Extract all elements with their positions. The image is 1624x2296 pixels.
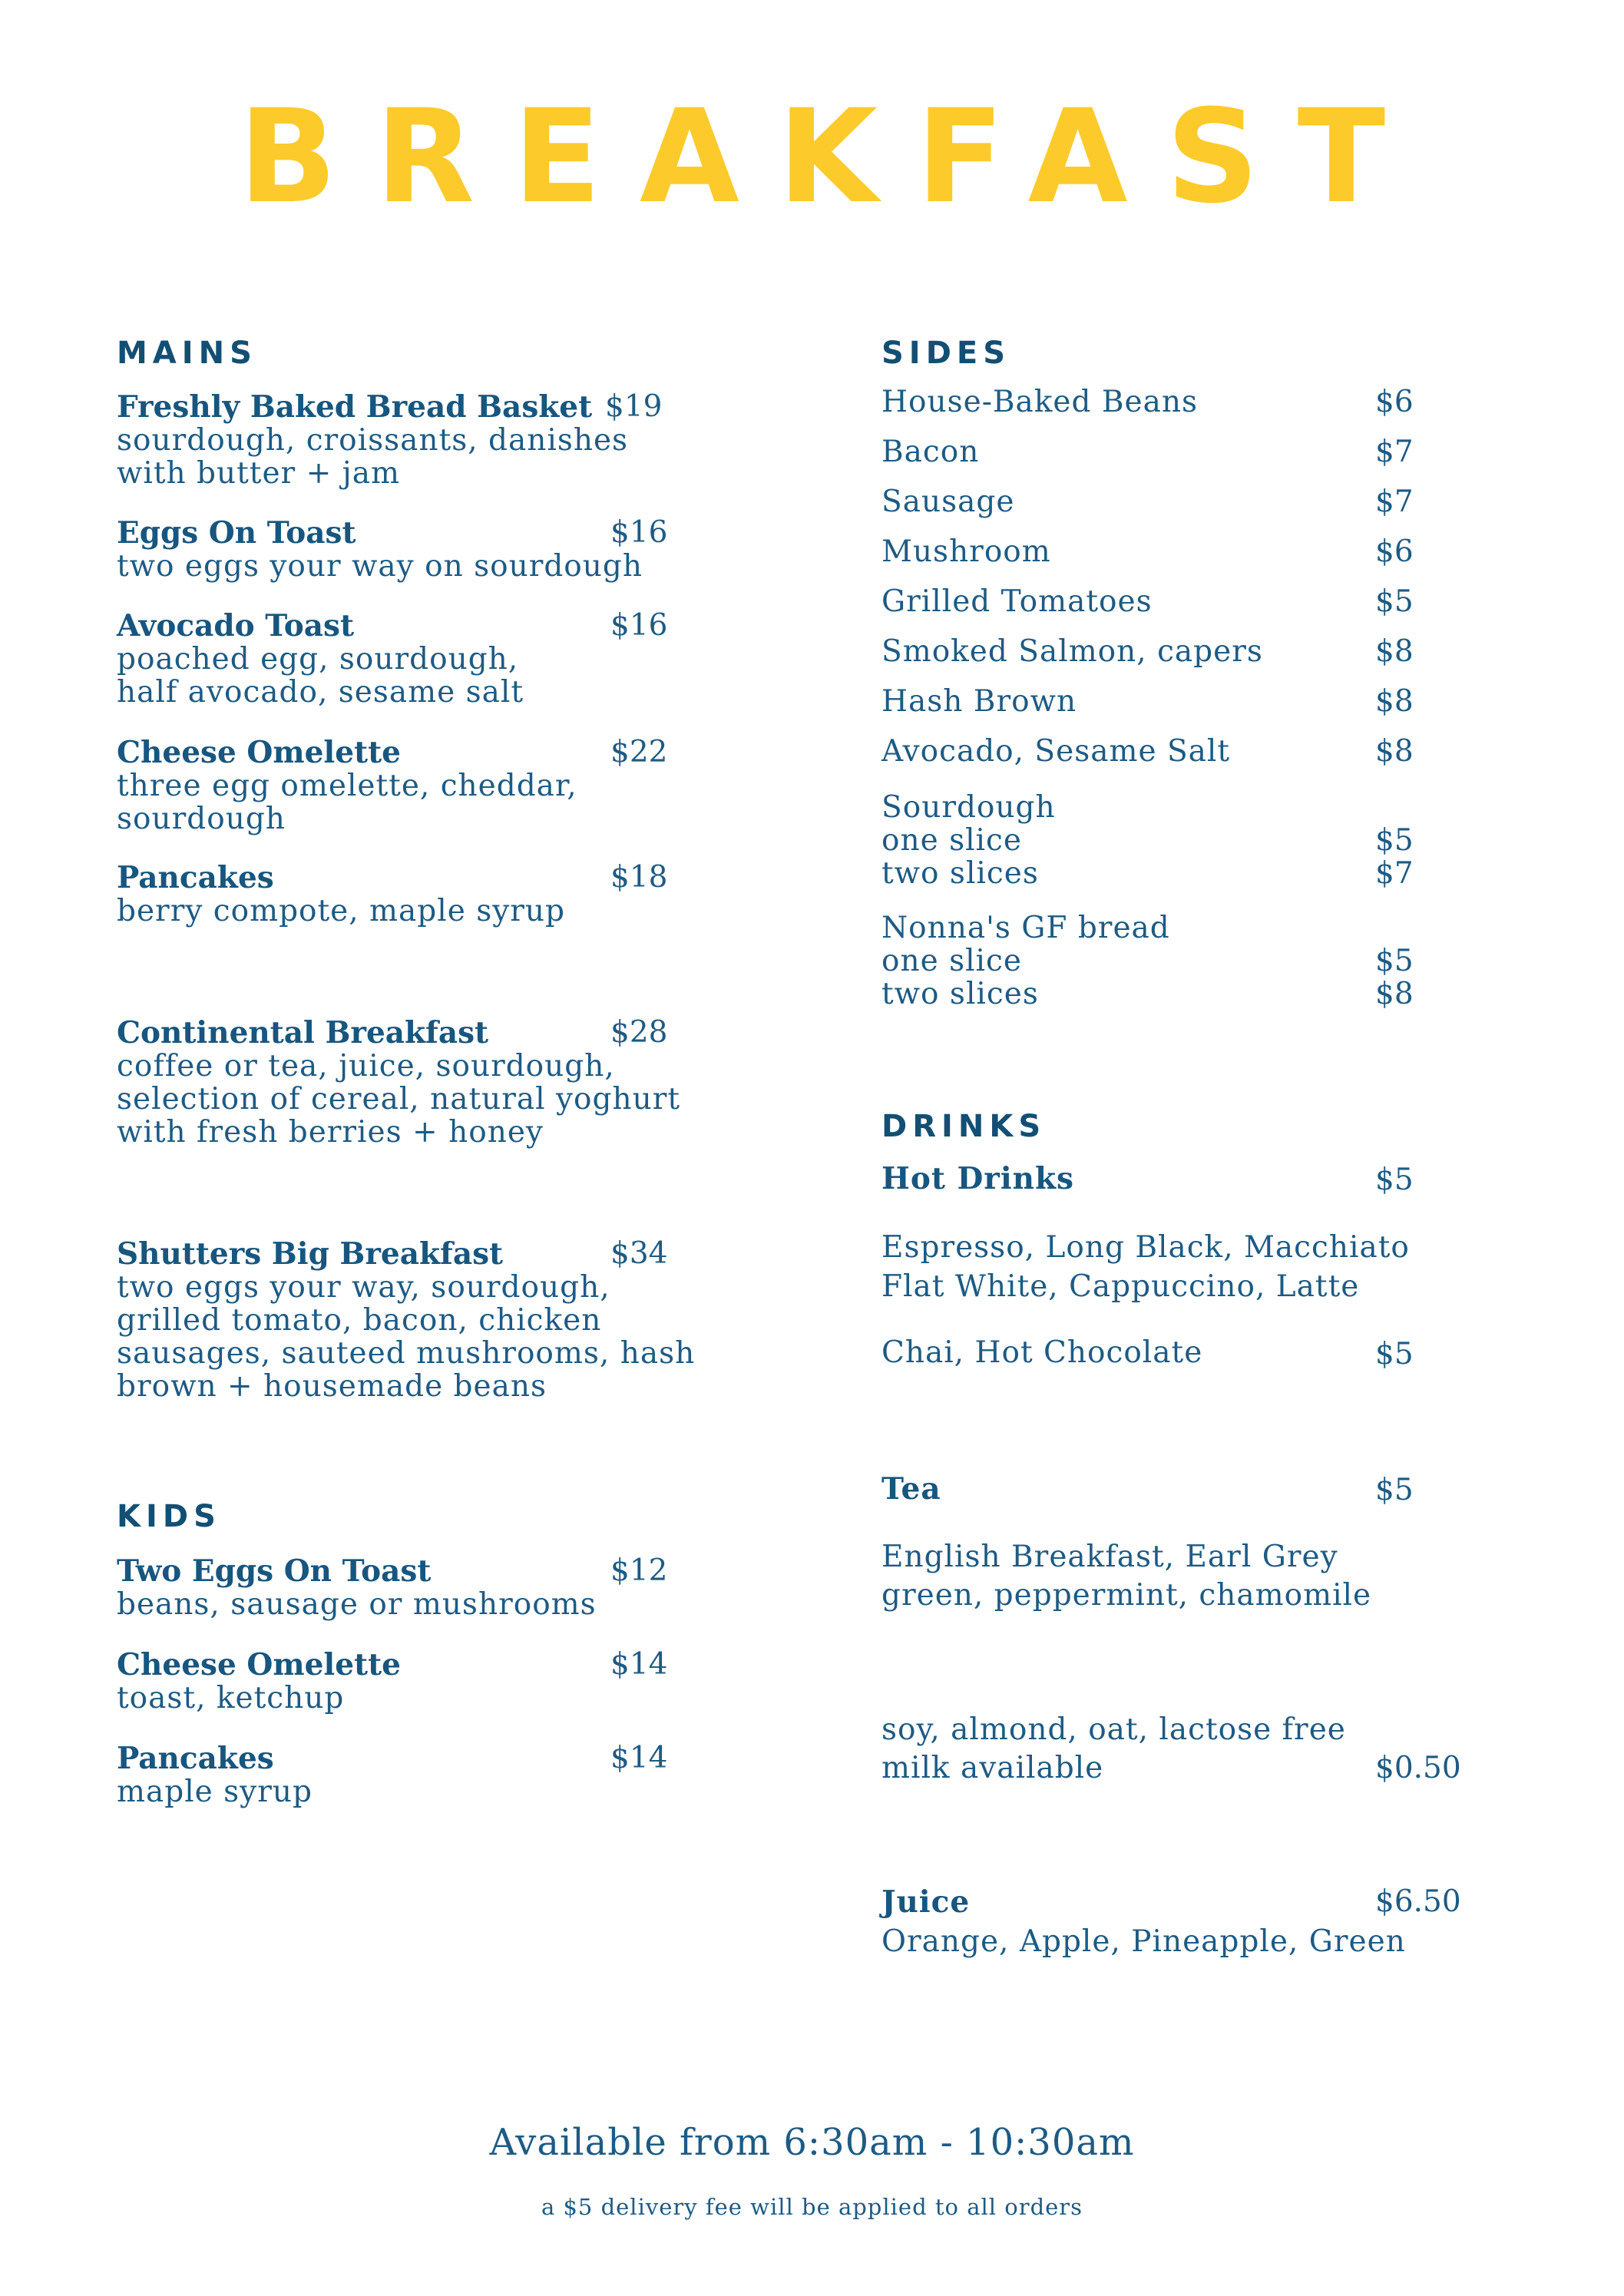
side-name: Mushroom [881,534,1051,569]
kids-heading: KIDS [117,1499,221,1534]
milk-price: $0.50 [1375,1751,1461,1785]
item-desc: coffee or tea, juice, sourdough, [117,1049,615,1083]
item-name: Two Eggs On Toast [117,1553,432,1589]
gf-bread-two-label: two slices [881,977,1039,1011]
sourdough-one-label: one slice [881,823,1022,858]
gf-bread-name: Nonna's GF bread [881,911,1170,945]
tea-list: green, peppermint, chamomile [881,1578,1372,1613]
side-price: $6 [1375,534,1414,569]
menu-item-continental [117,1016,680,1149]
item-desc: berry compote, maple syrup [117,894,565,928]
item-name: Cheese Omelette [117,1647,401,1682]
menu-item-avocado-toast [117,609,524,709]
sourdough-two-label: two slices [881,856,1039,891]
item-desc: beans, sausage or mushrooms [117,1587,597,1622]
juice-name: Juice [881,1884,971,1920]
item-price: $34 [610,1236,668,1271]
side-name: House-Baked Beans [881,385,1198,419]
sourdough-one-price: $5 [1375,823,1414,858]
hot-drinks-price: $5 [1375,1163,1414,1197]
item-price: $28 [610,1015,668,1050]
item-desc: three egg omelette, cheddar, [117,769,577,803]
tea-price: $5 [1375,1473,1414,1507]
sourdough-two-price: $7 [1375,856,1414,891]
kids-item-eggs [117,1554,597,1621]
chai-name: Chai, Hot Chocolate [881,1335,1203,1370]
gf-bread-one-price: $5 [1375,944,1414,978]
item-desc: two eggs your way, sourdough, [117,1270,610,1305]
side-name: Smoked Salmon, capers [881,634,1263,669]
menu-item-cheese-omelette [117,736,577,835]
side-price: $8 [1375,634,1414,669]
menu-title: BREAKFAST [238,81,1424,232]
side-price: $5 [1375,584,1414,619]
hot-drinks-list: Flat White, Cappuccino, Latte [881,1269,1360,1304]
chai-price: $5 [1375,1337,1414,1371]
item-desc: maple syrup [117,1775,313,1809]
milk-available: milk available [881,1751,1104,1785]
item-desc: sourdough [117,802,286,836]
item-name: Pancakes [117,860,274,895]
item-price: $16 [610,608,668,643]
side-price: $6 [1375,385,1414,419]
drinks-heading: DRINKS [881,1109,1047,1144]
item-price: $19 [605,389,663,424]
item-price: $18 [610,860,668,895]
item-price: $14 [610,1647,668,1682]
item-desc: with fresh berries + honey [117,1115,544,1150]
tea-name: Tea [881,1471,941,1507]
item-desc: half avocado, sesame salt [117,675,524,710]
delivery-fee-note: a $5 delivery fee will be applied to all orders [541,2194,1083,2220]
side-name: Hash Brown [881,684,1077,719]
item-name: Avocado Toast [117,608,355,643]
side-price: $7 [1375,485,1414,519]
juice-list: Orange, Apple, Pineapple, Green [881,1924,1406,1959]
menu-item-big-breakfast [117,1237,695,1403]
item-desc: poached egg, sourdough, [117,642,519,677]
side-name: Bacon [881,435,980,469]
item-desc: selection of cereal, natural yoghurt [117,1082,681,1117]
item-price: $14 [610,1741,668,1775]
kids-item-omelette [117,1648,401,1715]
menu-item-bread-basket [117,390,628,490]
side-price: $7 [1375,435,1414,469]
menu-item-eggs-on-toast [117,516,643,583]
item-desc: toast, ketchup [117,1681,345,1715]
item-price: $22 [610,735,668,769]
side-price: $8 [1375,734,1414,769]
side-name: Avocado, Sesame Salt [881,734,1231,769]
available-hours: Available from 6:30am - 10:30am [489,2121,1135,2164]
item-desc: sausages, sauteed mushrooms, hash [117,1336,696,1371]
item-desc: brown + housemade beans [117,1369,547,1404]
milk-options: soy, almond, oat, lactose free [881,1712,1346,1747]
item-desc: with butter + jam [117,456,400,491]
kids-item-pancakes [117,1742,313,1808]
item-desc: two eggs your way on sourdough [117,549,643,584]
mains-heading: MAINS [117,336,257,371]
item-name: Eggs On Toast [117,515,356,551]
side-name: Sausage [881,485,1015,519]
item-desc: grilled tomato, bacon, chicken [117,1303,602,1338]
hot-drinks-name: Hot Drinks [881,1161,1074,1196]
item-name: Cheese Omelette [117,735,401,770]
juice-price: $6.50 [1375,1884,1461,1919]
item-desc: sourdough, croissants, danishes [117,423,629,458]
item-name: Shutters Big Breakfast [117,1236,504,1272]
item-name: Freshly Baked Bread Basket [117,389,593,425]
gf-bread-two-price: $8 [1375,977,1414,1011]
side-price: $8 [1375,684,1414,719]
item-name: Pancakes [117,1741,274,1776]
hot-drinks-list: Espresso, Long Black, Macchiato [881,1230,1410,1265]
item-name: Continental Breakfast [117,1015,489,1050]
sourdough-name: Sourdough [881,790,1056,825]
sides-heading: SIDES [881,336,1011,371]
item-price: $12 [610,1553,668,1588]
side-name: Grilled Tomatoes [881,584,1153,619]
gf-bread-one-label: one slice [881,944,1022,978]
tea-list: English Breakfast, Earl Grey [881,1540,1338,1574]
item-price: $16 [610,515,668,550]
menu-item-pancakes [117,861,565,928]
